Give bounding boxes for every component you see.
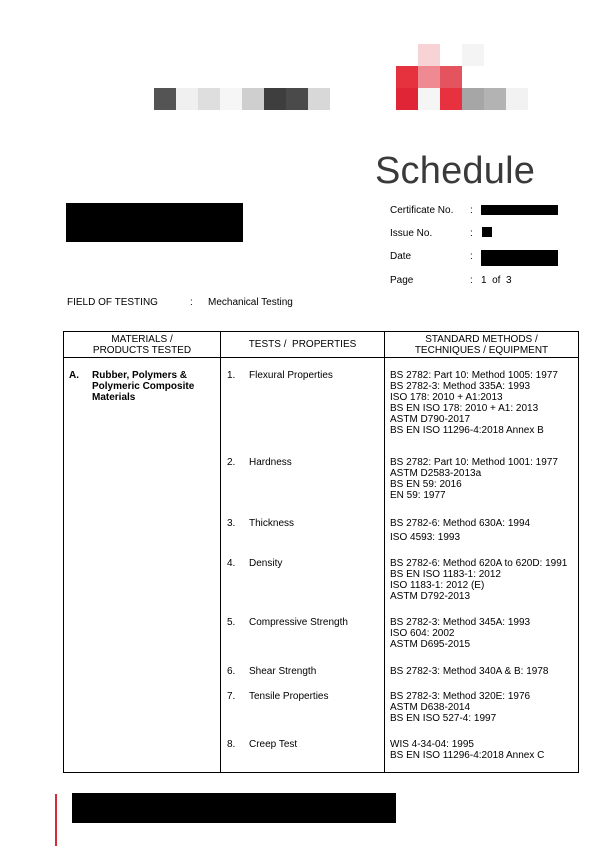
standard-line: BS EN ISO 178: 2010 + A1: 2013: [390, 403, 539, 414]
logo-pixel: [418, 88, 440, 110]
test-number: 7.: [227, 691, 236, 702]
certificate-no-label: Certificate No.: [390, 205, 454, 216]
standard-line: ISO 4593: 1993: [390, 532, 461, 543]
logo-pixel: [462, 88, 484, 110]
standard-line: BS 2782: Part 10: Method 1001: 1977: [390, 457, 558, 468]
header-standards: [385, 332, 579, 358]
standard-line: BS 2782: Part 10: Method 1005: 1977: [390, 370, 558, 381]
redacted-certificate-no: [481, 205, 558, 215]
standard-line: ASTM D695-2015: [390, 639, 471, 650]
test-name: Shear Strength: [249, 666, 317, 677]
logo-pixel: [396, 66, 418, 88]
standard-line: WIS 4-34-04: 1995: [390, 739, 474, 750]
page-colon: :: [470, 275, 473, 286]
header-materials-line1: MATERIALS /: [111, 333, 173, 345]
logo-pixel: [418, 66, 440, 88]
issue-no-label: Issue No.: [390, 228, 433, 239]
test-number: 6.: [227, 666, 236, 677]
test-number: 2.: [227, 457, 236, 468]
material-name: [92, 370, 194, 403]
standard-line: BS EN ISO 1183-1: 2012: [390, 569, 501, 580]
field-of-testing-colon: :: [190, 297, 193, 308]
company-logo-right: [396, 44, 528, 110]
standard-line: ISO 1183-1: 2012 (E): [390, 580, 485, 591]
standard-line: EN 59: 1977: [390, 490, 446, 501]
logo-pixel: [462, 44, 484, 66]
footer-accent-line: [55, 794, 57, 846]
standard-line: BS 2782-3: Method 345A: 1993: [390, 617, 531, 628]
standard-line: BS EN ISO 11296-4:2018 Annex B: [390, 425, 544, 436]
test-name: Density: [249, 558, 283, 569]
field-of-testing-label: FIELD OF TESTING: [67, 297, 158, 308]
logo-pixel: [506, 88, 528, 110]
field-of-testing-value: Mechanical Testing: [208, 297, 293, 308]
issue-no-colon: :: [470, 228, 473, 239]
standards-list: [390, 691, 530, 724]
test-name: Flexural Properties: [249, 370, 333, 381]
redacted-organisation: [66, 203, 243, 242]
standards-list: [390, 457, 558, 501]
standards-list: [390, 617, 530, 650]
test-name: Compressive Strength: [249, 617, 348, 628]
redacted-footer-address: [72, 793, 396, 823]
standards-cell: [385, 358, 579, 773]
test-name: Creep Test: [249, 739, 298, 750]
logo-pixel: [396, 88, 418, 110]
logo-pixel: [198, 88, 220, 110]
date-colon: :: [470, 251, 473, 262]
test-name: Thickness: [249, 518, 295, 529]
standard-line: BS 2782-3: Method 335A: 1993: [390, 381, 531, 392]
test-number: 5.: [227, 617, 236, 628]
standard-line: ASTM D638-2014: [390, 702, 471, 713]
logo-pixel: [286, 88, 308, 110]
standards-list: [390, 558, 567, 602]
logo-pixel: [220, 88, 242, 110]
table-header-row: [64, 332, 579, 358]
logo-pixel: [440, 88, 462, 110]
standard-line: ASTM D2583-2013a: [390, 468, 482, 479]
logo-pixel: [308, 88, 330, 110]
test-number: 8.: [227, 739, 236, 750]
standard-line: BS 2782-3: Method 320E: 1976: [390, 691, 531, 702]
materials-cell: [64, 358, 221, 773]
standard-line: ASTM D790-2017: [390, 414, 471, 425]
standard-line: ISO 604: 2002: [390, 628, 455, 639]
logo-pixel: [484, 88, 506, 110]
standard-line: BS EN 59: 2016: [390, 479, 462, 490]
material-name-line: Rubber, Polymers &: [92, 370, 188, 381]
redacted-issue-no: [482, 227, 492, 237]
logo-pixel: [154, 88, 176, 110]
standard-line: BS EN ISO 527-4: 1997: [390, 713, 497, 724]
schedule-table: [63, 331, 579, 773]
page-label: Page: [390, 275, 414, 286]
test-number: 4.: [227, 558, 236, 569]
test-number: 3.: [227, 518, 236, 529]
company-logo-left: [154, 88, 330, 110]
test-name: Hardness: [249, 457, 292, 468]
certificate-no-colon: :: [470, 205, 473, 216]
logo-pixel: [242, 88, 264, 110]
logo-pixel: [418, 44, 440, 66]
standard-line: BS EN ISO 11296-4:2018 Annex C: [390, 750, 545, 761]
page-title: Schedule: [375, 150, 536, 192]
standards-list: [390, 370, 558, 436]
test-name: Tensile Properties: [249, 691, 329, 702]
standard-line: BS 2782-6: Method 630A: 1994: [390, 518, 531, 529]
material-letter: A.: [69, 370, 79, 381]
standards-list: [390, 739, 544, 761]
table-row: [64, 358, 579, 773]
header-materials-line2: PRODUCTS TESTED: [92, 344, 192, 356]
header-tests: TESTS / PROPERTIES: [221, 332, 385, 358]
standards-list: [390, 518, 530, 543]
logo-pixel: [264, 88, 286, 110]
standard-line: ASTM D792-2013: [390, 591, 471, 602]
redacted-date: [481, 250, 558, 266]
tests-cell: [221, 358, 385, 773]
material-name-line: Materials: [92, 392, 136, 403]
standard-line: ISO 178: 2010 + A1:2013: [390, 392, 503, 403]
header-standards-line2: TECHNIQUES / EQUIPMENT: [414, 344, 549, 356]
logo-pixel: [440, 66, 462, 88]
material-name-line: Polymeric Composite: [92, 381, 195, 392]
standard-line: BS 2782-6: Method 620A to 620D: 1991: [390, 558, 568, 569]
standards-list: [390, 666, 548, 677]
logo-pixel: [176, 88, 198, 110]
standard-line: BS 2782-3: Method 340A & B: 1978: [390, 666, 549, 677]
test-number: 1.: [227, 370, 236, 381]
header-standards-line1: STANDARD METHODS /: [425, 333, 538, 345]
header-materials: [64, 332, 221, 358]
page-number: 1 of 3: [481, 275, 512, 286]
date-label: Date: [390, 251, 412, 262]
